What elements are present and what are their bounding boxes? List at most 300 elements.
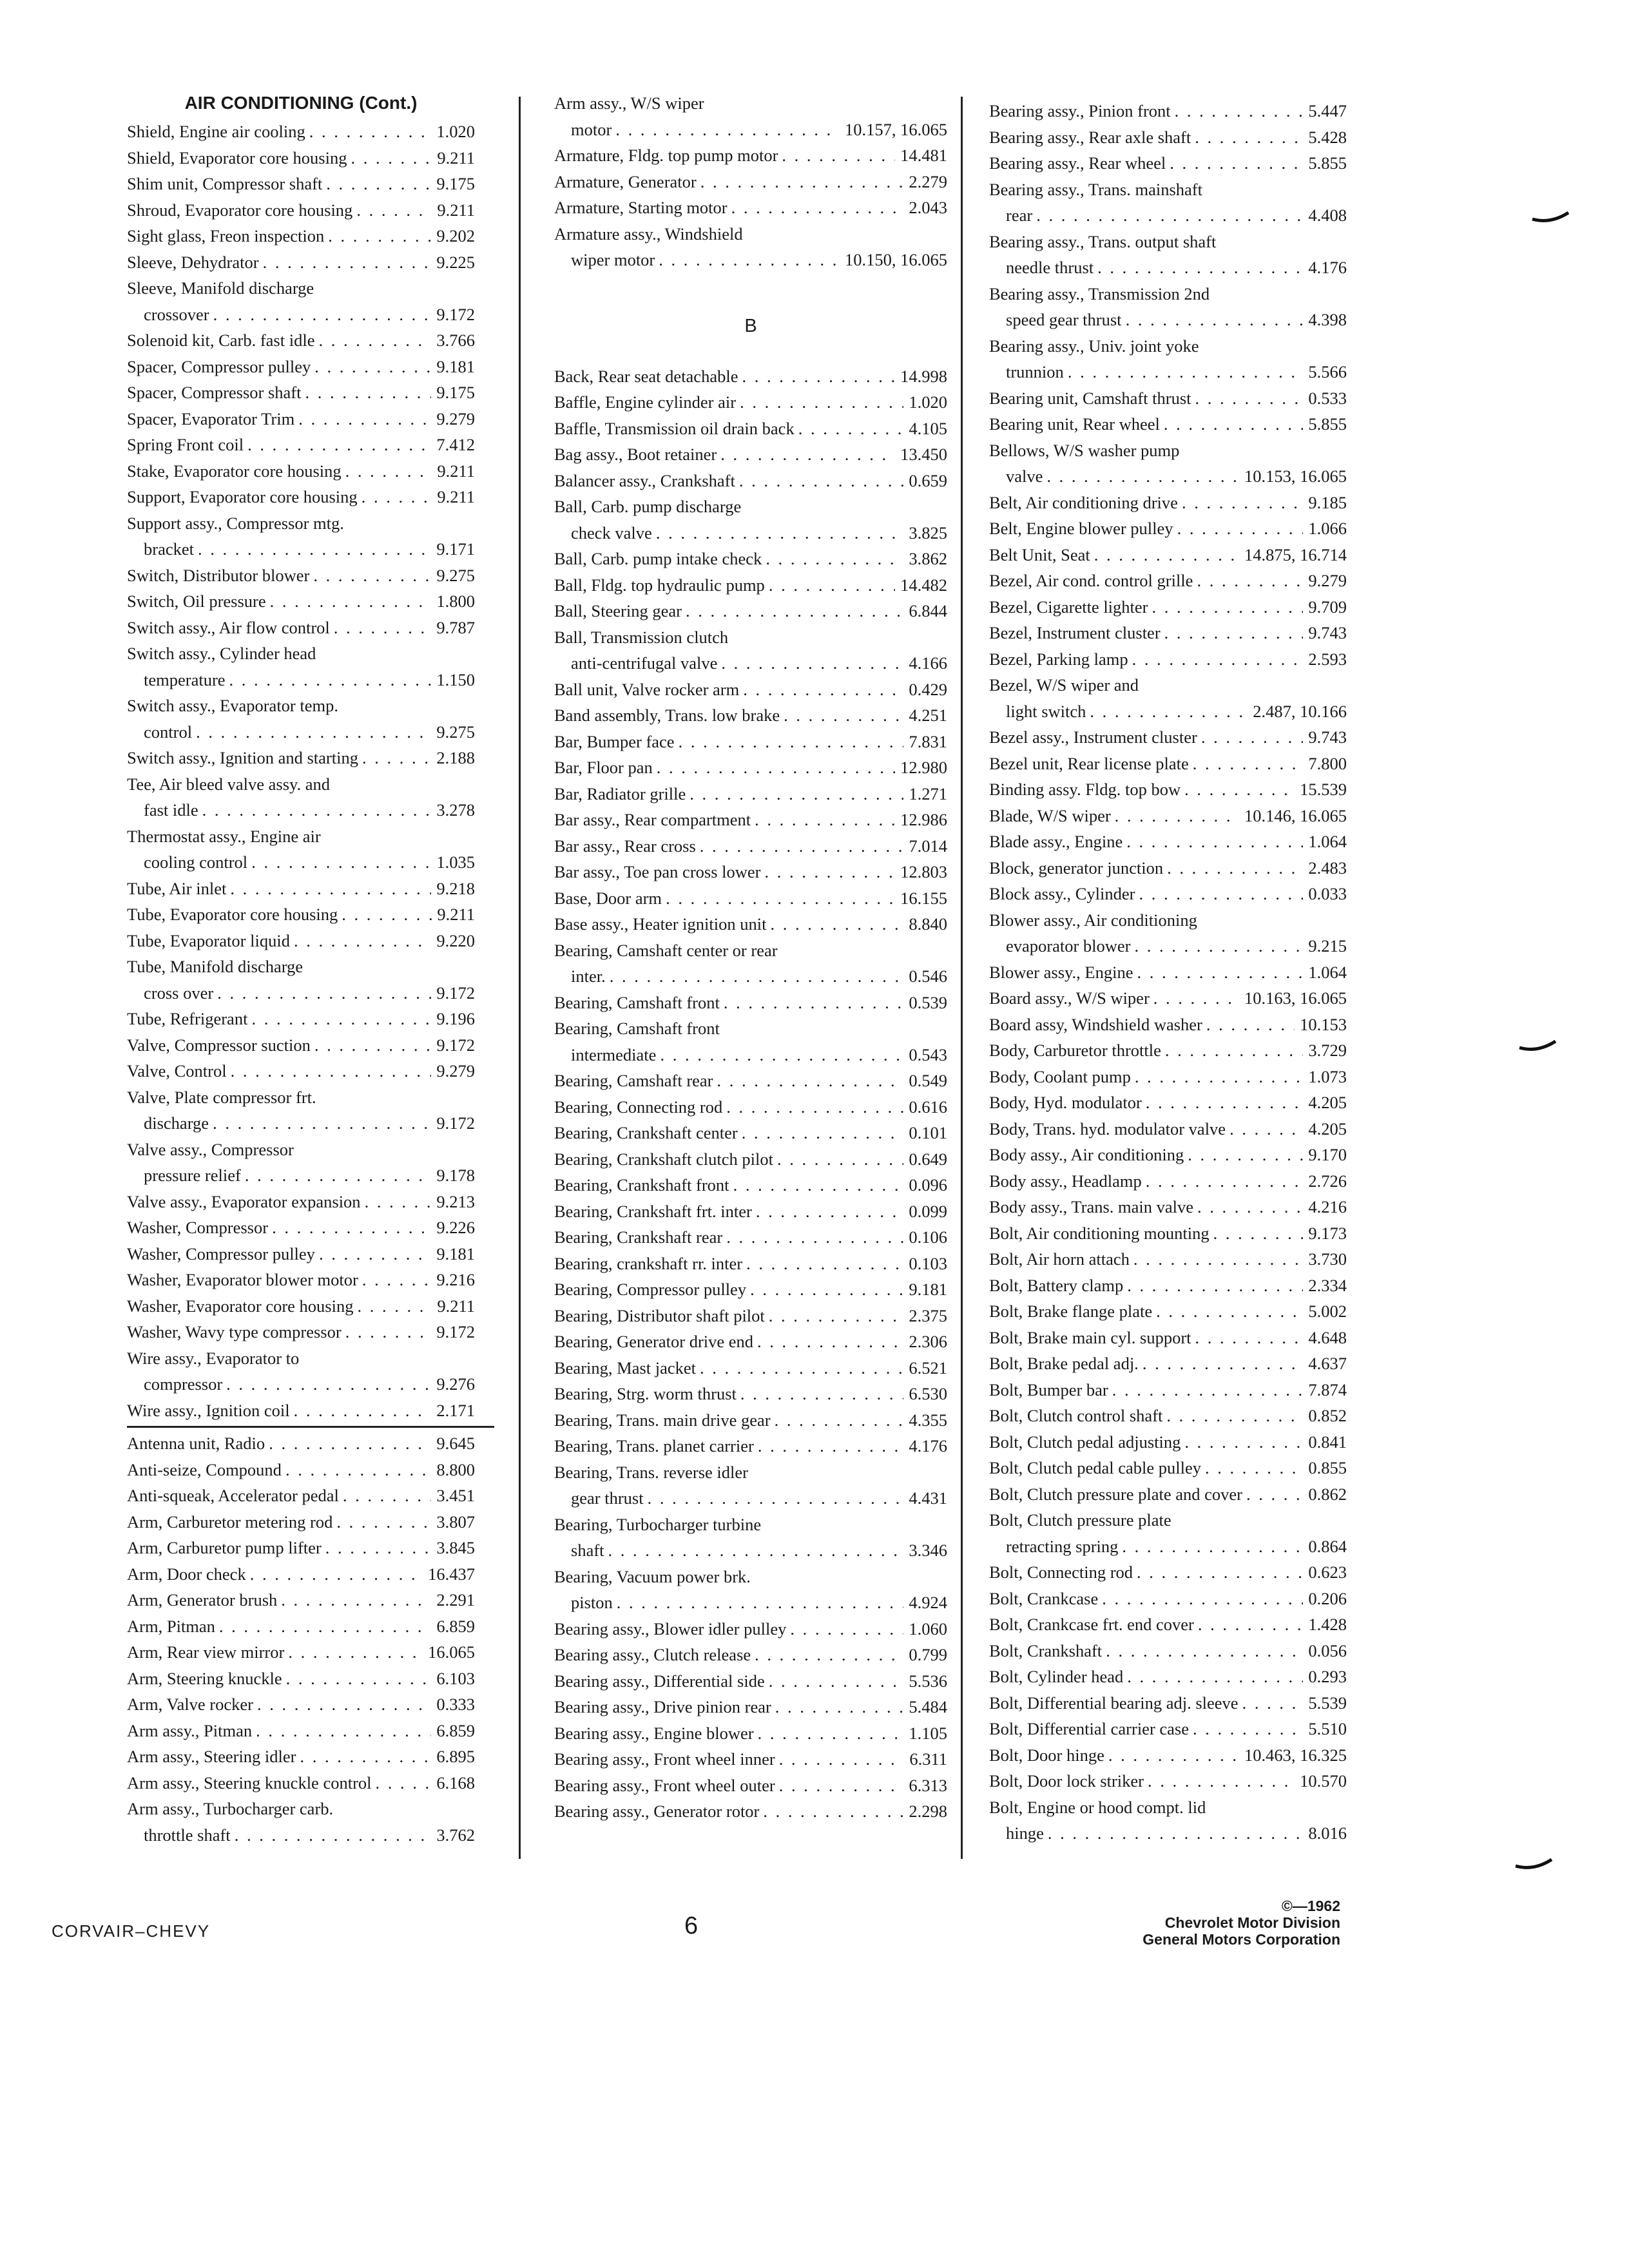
entry-row	[989, 1273, 1347, 1299]
index-entry	[989, 959, 1347, 986]
entry-page-ref: 9.211	[437, 487, 475, 506]
entry-name-cont: cross over	[144, 983, 214, 1003]
leader-dots	[657, 754, 895, 781]
margin-tick-mark	[1531, 211, 1570, 226]
entry-row	[989, 307, 1347, 333]
entry-row	[554, 1720, 947, 1747]
entry-name-cont: piston	[571, 1593, 613, 1612]
entry-row	[989, 1350, 1347, 1377]
entry-page-ref: 2.726	[1308, 1171, 1347, 1191]
index-entry	[127, 484, 475, 510]
index-entry	[554, 754, 947, 781]
entry-name: Ball unit, Valve rocker arm	[554, 679, 740, 699]
entry-page-ref: 6.311	[909, 1749, 947, 1769]
entry-page-ref: 1.020	[909, 392, 947, 412]
leader-dots	[198, 536, 431, 562]
leader-dots	[724, 990, 904, 1016]
entry-page-ref: 9.787	[436, 617, 475, 637]
entry-row	[989, 724, 1347, 751]
entry-page-ref: 0.546	[909, 966, 947, 986]
leader-dots	[365, 1189, 432, 1215]
entry-name: Baffle, Transmission oil drain back	[554, 418, 795, 438]
entry-row	[127, 458, 475, 485]
leader-dots	[1112, 1377, 1304, 1403]
entry-name: Tube, Evaporator core housing	[127, 905, 338, 924]
entry-page-ref: 9.211	[437, 905, 475, 924]
index-entry	[554, 389, 947, 416]
entry-row	[554, 416, 947, 442]
index-entry	[989, 1194, 1347, 1220]
index-entry	[127, 1241, 475, 1267]
entry-page-ref: 3.729	[1308, 1041, 1347, 1060]
entry-page-ref: 9.181	[436, 1244, 475, 1264]
leader-dots	[247, 432, 431, 458]
entry-name: Tube, Air inlet	[127, 878, 227, 898]
entry-name: Bearing, crankshaft rr. inter	[554, 1253, 743, 1273]
entry-name: Switch, Oil pressure	[127, 591, 266, 611]
leader-dots	[1197, 568, 1303, 594]
entry-name: Tube, Evaporator liquid	[127, 930, 290, 950]
leader-dots	[769, 1668, 904, 1695]
leader-dots	[784, 702, 903, 729]
index-entry	[989, 1377, 1347, 1403]
entry-page-ref: 9.276	[436, 1374, 475, 1394]
entry-page-ref: 8.016	[1308, 1823, 1347, 1843]
entry-row	[127, 1744, 475, 1770]
entry-row	[554, 807, 947, 833]
entry-row	[127, 1770, 475, 1796]
index-entry	[554, 195, 947, 221]
entry-page-ref: 5.539	[1308, 1693, 1347, 1713]
index-entry	[989, 1507, 1347, 1559]
entry-page-ref: 14.998	[900, 366, 947, 386]
leader-dots	[250, 1561, 423, 1588]
entry-name: Blade assy., Engine	[989, 832, 1123, 851]
entry-name: Bearing, Crankshaft clutch pilot	[554, 1149, 773, 1169]
entry-page-ref: 9.279	[436, 408, 475, 428]
index-list	[127, 1430, 475, 1848]
entry-page-ref: 3.451	[436, 1486, 475, 1505]
index-entry	[989, 1716, 1347, 1742]
leader-dots	[257, 1691, 431, 1718]
entry-row	[554, 1303, 947, 1329]
entry-name: Bearing assy., Clutch release	[554, 1645, 751, 1664]
leader-dots	[1152, 594, 1304, 620]
entry-page-ref: 10.157, 16.065	[845, 119, 947, 139]
entry-page-ref: 4.176	[1308, 258, 1347, 277]
entry-name: Antenna unit, Radio	[127, 1434, 265, 1453]
entry-row	[127, 1457, 475, 1483]
entry-row	[989, 1377, 1347, 1403]
leader-dots	[763, 1798, 903, 1825]
leader-dots	[288, 1639, 423, 1666]
leader-dots	[660, 1042, 903, 1068]
index-entry	[989, 751, 1347, 777]
entry-name: Bar assy., Rear cross	[554, 836, 696, 856]
leader-dots	[742, 1120, 904, 1146]
entry-name: Spacer, Compressor shaft	[127, 383, 302, 402]
entry-row	[127, 901, 475, 928]
entry-row	[554, 169, 947, 195]
entry-name: Sight glass, Freon inspection	[127, 226, 325, 245]
entry-page-ref: 0.056	[1308, 1640, 1347, 1660]
index-list	[554, 90, 947, 273]
leader-dots	[726, 1094, 903, 1120]
index-entry	[554, 1773, 947, 1799]
leader-dots	[1108, 1742, 1239, 1769]
entry-page-ref: 10.463, 16.325	[1244, 1745, 1347, 1765]
leader-dots	[1206, 1012, 1295, 1038]
entry-name: Bolt, Clutch pressure plate and cover	[989, 1484, 1242, 1504]
entry-name: Bellows, W/S washer pump	[989, 440, 1180, 460]
entry-row	[989, 1768, 1347, 1794]
entry-name-cont: crossover	[144, 304, 209, 324]
entry-page-ref: 8.840	[909, 914, 947, 934]
leader-dots	[769, 572, 895, 599]
entry-name: Bearing, Vacuum power brk.	[554, 1566, 751, 1586]
index-entry	[554, 1616, 947, 1642]
index-entry	[989, 776, 1347, 803]
entry-row	[989, 202, 1347, 229]
entry-row	[989, 803, 1347, 829]
entry-name: Washer, Compressor pulley	[127, 1244, 315, 1264]
index-entry	[554, 729, 947, 755]
leader-dots	[336, 1509, 431, 1535]
index-entry	[989, 281, 1347, 333]
entry-row	[989, 829, 1347, 855]
entry-page-ref: 1.035	[436, 852, 475, 872]
index-entry	[554, 807, 947, 833]
entry-name: Tube, Refrigerant	[127, 1009, 248, 1028]
entry-row	[554, 859, 947, 885]
entry-page-ref: 0.841	[1308, 1432, 1347, 1452]
entry-name: Baffle, Engine cylinder air	[554, 392, 737, 412]
entry-row	[127, 1110, 475, 1137]
index-entry	[554, 1407, 947, 1434]
section-divider	[127, 1426, 494, 1428]
index-entry	[554, 546, 947, 572]
entry-row	[127, 119, 475, 145]
leader-dots	[1115, 803, 1239, 829]
leader-dots	[770, 911, 903, 937]
entry-name: Spacer, Compressor pulley	[127, 356, 311, 376]
index-entry	[554, 1198, 947, 1225]
index-entry	[989, 1220, 1347, 1247]
index-entry	[989, 568, 1347, 594]
entry-page-ref: 9.743	[1308, 727, 1347, 747]
entry-page-ref: 9.226	[436, 1218, 475, 1237]
entry-page-ref: 4.355	[909, 1410, 947, 1430]
entry-name: Bezel, Cigarette lighter	[989, 597, 1148, 617]
entry-name: Block, generator junction	[989, 858, 1164, 878]
entry-page-ref: 0.539	[909, 992, 947, 1012]
entry-name: Arm, Valve rocker	[127, 1695, 253, 1714]
entry-page-ref: 1.271	[909, 783, 947, 803]
entry-name: Bearing, Connecting rod	[554, 1097, 723, 1117]
leader-dots	[1198, 1611, 1303, 1638]
entry-name: Armature, Fldg. top pump motor	[554, 146, 778, 165]
entry-row	[554, 520, 947, 546]
index-entry	[554, 1251, 947, 1277]
index-entry	[554, 1146, 947, 1173]
entry-name: Bolt, Air horn attach	[989, 1249, 1130, 1269]
entry-name: Washer, Wavy type compressor	[127, 1322, 342, 1341]
entry-name-cont: speed gear thrust	[1006, 310, 1122, 329]
leader-dots	[1167, 855, 1303, 881]
entry-name-cont: retracting spring	[1006, 1536, 1119, 1556]
entry-name: Bearing assy., Front wheel inner	[554, 1749, 775, 1769]
leader-dots	[318, 327, 431, 354]
entry-row	[554, 1642, 947, 1668]
entry-page-ref: 0.543	[909, 1044, 947, 1064]
entry-page-ref: 3.825	[909, 523, 947, 543]
entry-name: Anti-squeak, Accelerator pedal	[127, 1486, 339, 1505]
entry-name-cont: motor	[571, 119, 612, 139]
index-entry	[554, 833, 947, 860]
index-entry	[127, 1744, 475, 1770]
index-entry	[989, 98, 1347, 124]
entry-name: Sleeve, Manifold discharge	[127, 278, 314, 298]
leader-dots	[779, 1746, 905, 1773]
entry-page-ref: 0.101	[909, 1123, 947, 1142]
entry-page-ref: 3.346	[909, 1541, 947, 1560]
index-entry	[127, 1215, 475, 1241]
entry-page-ref: 3.862	[909, 549, 947, 568]
index-entry	[127, 693, 475, 745]
entry-name: Bearing assy., Blower idler pulley	[554, 1619, 787, 1639]
index-entry	[554, 1172, 947, 1198]
leader-dots	[361, 484, 432, 510]
leader-dots	[1132, 646, 1304, 673]
entry-row	[989, 255, 1347, 281]
entry-name: Washer, Compressor	[127, 1218, 269, 1237]
leader-dots	[217, 980, 431, 1006]
index-entry	[989, 1298, 1347, 1325]
entry-name: Bolt, Engine or hood compt. lid	[989, 1797, 1206, 1817]
entry-name: Arm, Carburetor metering rod	[127, 1512, 333, 1532]
entry-name: Bolt, Brake pedal adj.	[989, 1354, 1139, 1373]
entry-name: Stake, Evaporator core housing	[127, 461, 342, 481]
entry-name: Bolt, Brake flange plate	[989, 1302, 1153, 1321]
index-entry	[989, 229, 1347, 281]
entry-name: Bolt, Clutch pressure plate	[989, 1510, 1171, 1530]
index-entry	[989, 1481, 1347, 1508]
entry-row	[989, 855, 1347, 881]
entry-row	[554, 598, 947, 624]
index-entry	[127, 1457, 475, 1483]
index-entry	[989, 1273, 1347, 1299]
entry-page-ref: 10.163, 16.065	[1244, 988, 1347, 1008]
entry-name-cont: needle thrust	[1006, 258, 1094, 277]
entry-row	[554, 117, 947, 143]
index-entry	[127, 1345, 475, 1398]
index-entry	[989, 490, 1347, 516]
entry-name: Switch assy., Ignition and starting	[127, 748, 358, 767]
leader-dots	[739, 468, 904, 494]
entry-name: Valve, Plate compressor frt.	[127, 1087, 316, 1107]
index-entry	[554, 1224, 947, 1251]
entry-page-ref: 9.172	[436, 1113, 475, 1133]
entry-name: Arm, Steering knuckle	[127, 1668, 282, 1688]
leader-dots	[782, 142, 895, 169]
leader-dots	[1122, 1533, 1303, 1560]
index-entry	[554, 1303, 947, 1329]
entry-row	[554, 677, 947, 703]
leader-dots	[362, 745, 431, 771]
entry-name: Bearing, Crankshaft center	[554, 1123, 738, 1142]
index-entry	[127, 1032, 475, 1059]
entry-name: Support assy., Compressor mtg.	[127, 513, 344, 533]
entry-page-ref: 4.166	[909, 653, 947, 673]
entry-name: Bearing, Distributor shaft pilot	[554, 1305, 765, 1325]
entry-page-ref: 6.103	[436, 1668, 475, 1688]
leader-dots	[1133, 1246, 1304, 1273]
leader-dots	[717, 1068, 904, 1094]
entry-name: Bearing assy., Engine blower	[554, 1723, 754, 1743]
entry-name: Support, Evaporator core housing	[127, 487, 358, 506]
index-column-3	[989, 98, 1347, 1847]
entry-row	[989, 359, 1347, 385]
leader-dots	[231, 1058, 432, 1084]
entry-name: Belt, Engine blower pulley	[989, 519, 1173, 538]
index-entry	[127, 928, 475, 954]
entry-row	[989, 1742, 1347, 1769]
entry-name: Arm, Pitman	[127, 1616, 215, 1636]
entry-name: Body assy., Trans. main valve	[989, 1197, 1194, 1216]
entry-name: Bearing, Trans. main drive gear	[554, 1410, 771, 1430]
copyright-line: ©—1962	[1281, 1898, 1340, 1914]
leader-dots	[777, 1146, 903, 1173]
leader-dots	[1106, 1638, 1303, 1664]
leader-dots	[610, 963, 904, 990]
leader-dots	[1097, 255, 1303, 281]
entry-name: Bag assy., Boot retainer	[554, 445, 717, 464]
entry-name: Bearing, Mast jacket	[554, 1358, 697, 1378]
index-entry	[127, 1293, 475, 1320]
entry-row	[989, 646, 1347, 673]
entry-row	[989, 1090, 1347, 1116]
entry-page-ref: 2.291	[436, 1590, 475, 1610]
index-entry	[127, 1587, 475, 1613]
entry-row	[127, 1691, 475, 1718]
leader-dots	[294, 1398, 432, 1424]
index-entry	[989, 1116, 1347, 1142]
entry-name: Bezel, Air cond. control grille	[989, 571, 1193, 590]
entry-row	[989, 959, 1347, 986]
index-entry	[554, 702, 947, 729]
entry-name: Shroud, Evaporator core housing	[127, 200, 353, 220]
entry-row	[989, 933, 1347, 959]
leader-dots	[1205, 1455, 1303, 1481]
index-entry	[127, 1189, 475, 1215]
entry-page-ref: 9.196	[436, 1009, 475, 1028]
index-entry	[554, 363, 947, 390]
entry-row	[554, 363, 947, 390]
leader-dots	[362, 1267, 432, 1293]
entry-name: Bolt, Bumper bar	[989, 1379, 1108, 1399]
entry-name: Blower assy., Air conditioning	[989, 910, 1197, 930]
entry-row	[989, 1690, 1347, 1716]
leader-dots	[1036, 202, 1303, 229]
entry-page-ref: 6.895	[436, 1747, 475, 1766]
entry-row	[554, 1798, 947, 1825]
entry-name: Belt Unit, Seat	[989, 544, 1090, 564]
index-entry	[127, 1691, 475, 1718]
entry-page-ref: 4.398	[1308, 310, 1347, 329]
entry-row	[554, 702, 947, 729]
entry-page-ref: 0.864	[1308, 1536, 1347, 1556]
entry-name: Bar, Bumper face	[554, 731, 675, 751]
entry-row	[127, 1822, 475, 1849]
entry-name: Switch assy., Evaporator temp.	[127, 696, 338, 715]
entry-name: Bearing, Trans. reverse idler	[554, 1462, 748, 1482]
leader-dots	[700, 833, 904, 860]
leader-dots	[1127, 1664, 1303, 1690]
entry-row	[554, 990, 947, 1016]
index-entry	[554, 1694, 947, 1720]
leader-dots	[700, 1355, 903, 1381]
entry-name: Bolt, Door hinge	[989, 1745, 1104, 1765]
entry-page-ref: 15.539	[1300, 780, 1347, 799]
entry-page-ref: 9.171	[436, 539, 475, 559]
entry-row	[127, 1293, 475, 1320]
leader-dots	[659, 247, 840, 273]
entry-row	[554, 1224, 947, 1251]
entry-row	[554, 1694, 947, 1720]
entry-page-ref: 6.859	[436, 1720, 475, 1740]
index-entry	[989, 1455, 1347, 1481]
index-entry	[989, 1037, 1347, 1064]
index-list	[554, 363, 947, 1825]
entry-name: Block assy., Cylinder	[989, 884, 1135, 903]
leader-dots	[766, 546, 903, 572]
entry-page-ref: 0.616	[909, 1097, 947, 1117]
leader-dots	[1184, 1429, 1303, 1456]
leader-dots	[328, 223, 431, 249]
index-entry	[554, 441, 947, 468]
entry-page-ref: 9.215	[1308, 936, 1347, 956]
entry-name: Back, Rear seat detachable	[554, 366, 738, 386]
entry-page-ref: 5.447	[1308, 101, 1347, 120]
leader-dots	[272, 1215, 431, 1241]
entry-page-ref: 9.181	[909, 1280, 947, 1299]
entry-row	[554, 142, 947, 169]
index-entry	[989, 1064, 1347, 1090]
index-entry	[127, 1666, 475, 1692]
entry-name: Bearing, Camshaft center or rear	[554, 940, 778, 960]
leader-dots	[1135, 1064, 1304, 1090]
index-entry	[989, 1142, 1347, 1168]
entry-row	[127, 406, 475, 432]
entry-name: Base assy., Heater ignition unit	[554, 914, 767, 934]
entry-page-ref: 5.002	[1308, 1302, 1347, 1321]
leader-dots	[1229, 1116, 1303, 1142]
entry-row	[127, 1587, 475, 1613]
entry-page-ref: 0.333	[436, 1695, 475, 1714]
index-entry	[989, 855, 1347, 881]
index-entry	[989, 1768, 1347, 1794]
entry-name-cont: cooling control	[144, 852, 248, 872]
leader-dots	[798, 416, 904, 442]
leader-dots	[1102, 1586, 1303, 1612]
entry-row	[554, 1146, 947, 1173]
entry-name: Switch assy., Air flow control	[127, 617, 330, 637]
entry-row	[989, 1481, 1347, 1508]
entry-name: Switch assy., Cylinder head	[127, 644, 316, 663]
index-entry	[554, 1642, 947, 1668]
entry-row	[127, 380, 475, 406]
leader-dots	[305, 380, 432, 406]
